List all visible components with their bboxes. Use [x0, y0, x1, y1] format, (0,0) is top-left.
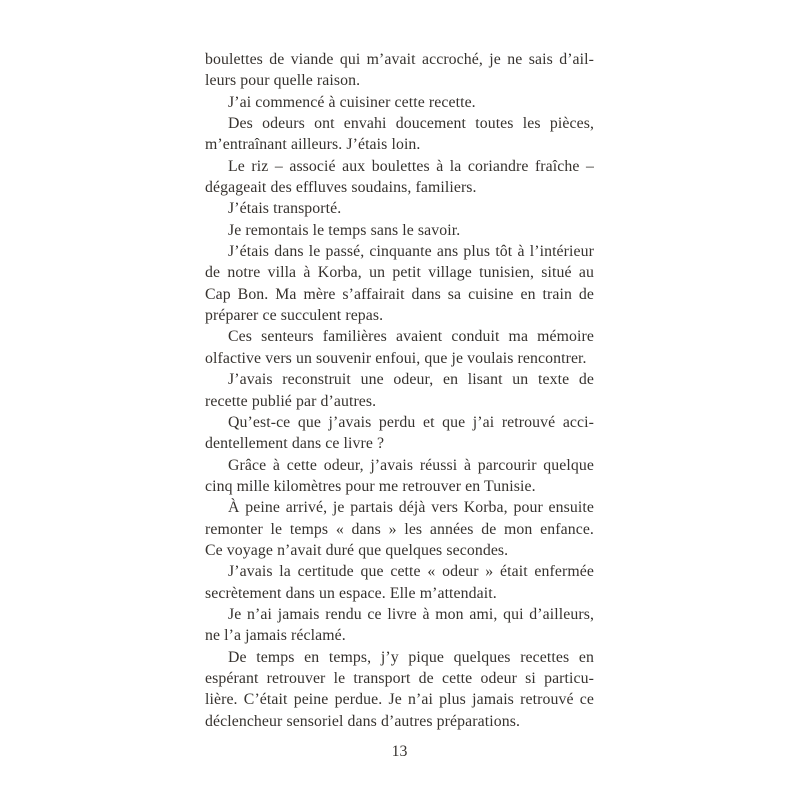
text-line: À peine arrivé, je partais déjà vers Korba, pour ensuite [228, 499, 594, 517]
text-line: secrètement dans un espace. Elle m’attendait. [205, 584, 497, 602]
paragraph [205, 241, 594, 326]
paragraph [205, 198, 594, 219]
text-line: Je n’ai jamais rendu ce livre à mon ami, qui d’ailleurs, [228, 605, 594, 623]
text-line: déclencheur sensoriel dans d’autres préparations. [205, 712, 521, 730]
paragraph [205, 497, 594, 561]
text-line: dentellement dans ce livre ? [205, 435, 385, 453]
text-line: m’entraînant ailleurs. J’étais loin. [205, 136, 421, 154]
paragraph [205, 113, 594, 156]
paragraph [205, 455, 594, 498]
paragraph [205, 369, 594, 412]
text-line: Qu’est-ce que j’avais perdu et que j’ai retrouvé acci- [228, 413, 594, 431]
paragraph [205, 412, 594, 455]
text-line: espérant retrouver le transport de cette odeur si particu- [205, 669, 594, 687]
text-line: olfactive vers un souvenir enfoui, que je voulais rencontrer. [205, 349, 587, 367]
text-line: De temps en temps, j’y pique quelques recettes en [228, 648, 594, 666]
paragraph [205, 220, 594, 241]
text-line: remonter le temps « dans » les années de mon enfance. [205, 520, 594, 538]
text-line: dégageait des effluves soudains, familiers. [205, 179, 477, 197]
paragraph [205, 92, 594, 113]
text-line: Ce voyage n’avait duré que quelques secondes. [205, 541, 509, 559]
text-line: Cap Bon. Ma mère s’affairait dans sa cuisine en train de [205, 285, 594, 303]
text-line: lière. C’était peine perdue. Je n’ai plus jamais retrouvé ce [205, 691, 594, 709]
paragraph [205, 49, 594, 92]
text-line: Le riz – associé aux boulettes à la coriandre fraîche – [228, 157, 594, 175]
text-line: J’avais la certitude que cette « odeur » était enfermée [228, 563, 594, 581]
text-line: J’étais dans le passé, cinquante ans plus tôt à l’intérieur [228, 243, 594, 261]
paragraph [205, 561, 594, 604]
paragraph [205, 326, 594, 369]
text-line: préparer ce succulent repas. [205, 307, 384, 325]
text-line: leurs pour quelle raison. [205, 72, 361, 90]
text-line: J’étais transporté. [228, 200, 342, 218]
page-number: 13 [391, 743, 408, 760]
text-line: ne l’a jamais réclamé. [205, 627, 346, 645]
paragraph [205, 156, 594, 199]
text-line: recette publié par d’autres. [205, 392, 377, 410]
text-line: J’avais reconstruit une odeur, en lisant un texte de [228, 371, 594, 389]
paragraph [205, 647, 594, 732]
text-line: de notre villa à Korba, un petit village tunisien, situé au [205, 264, 594, 282]
text-line: Des odeurs ont envahi doucement toutes les pièces, [228, 115, 594, 133]
text-block [205, 49, 594, 732]
text-line: boulettes de viande qui m’avait accroché, je ne sais d’ail- [205, 51, 594, 68]
text-line: Grâce à cette odeur, j’avais réussi à parcourir quelque [228, 456, 594, 474]
text-line: Ces senteurs familières avaient conduit ma mémoire [228, 328, 594, 346]
paragraph [205, 604, 594, 647]
text-line: Je remontais le temps sans le savoir. [228, 221, 461, 239]
text-line: cinq mille kilomètres pour me retrouver en Tunisie. [205, 477, 536, 495]
text-line: J’ai commencé à cuisiner cette recette. [228, 93, 476, 111]
